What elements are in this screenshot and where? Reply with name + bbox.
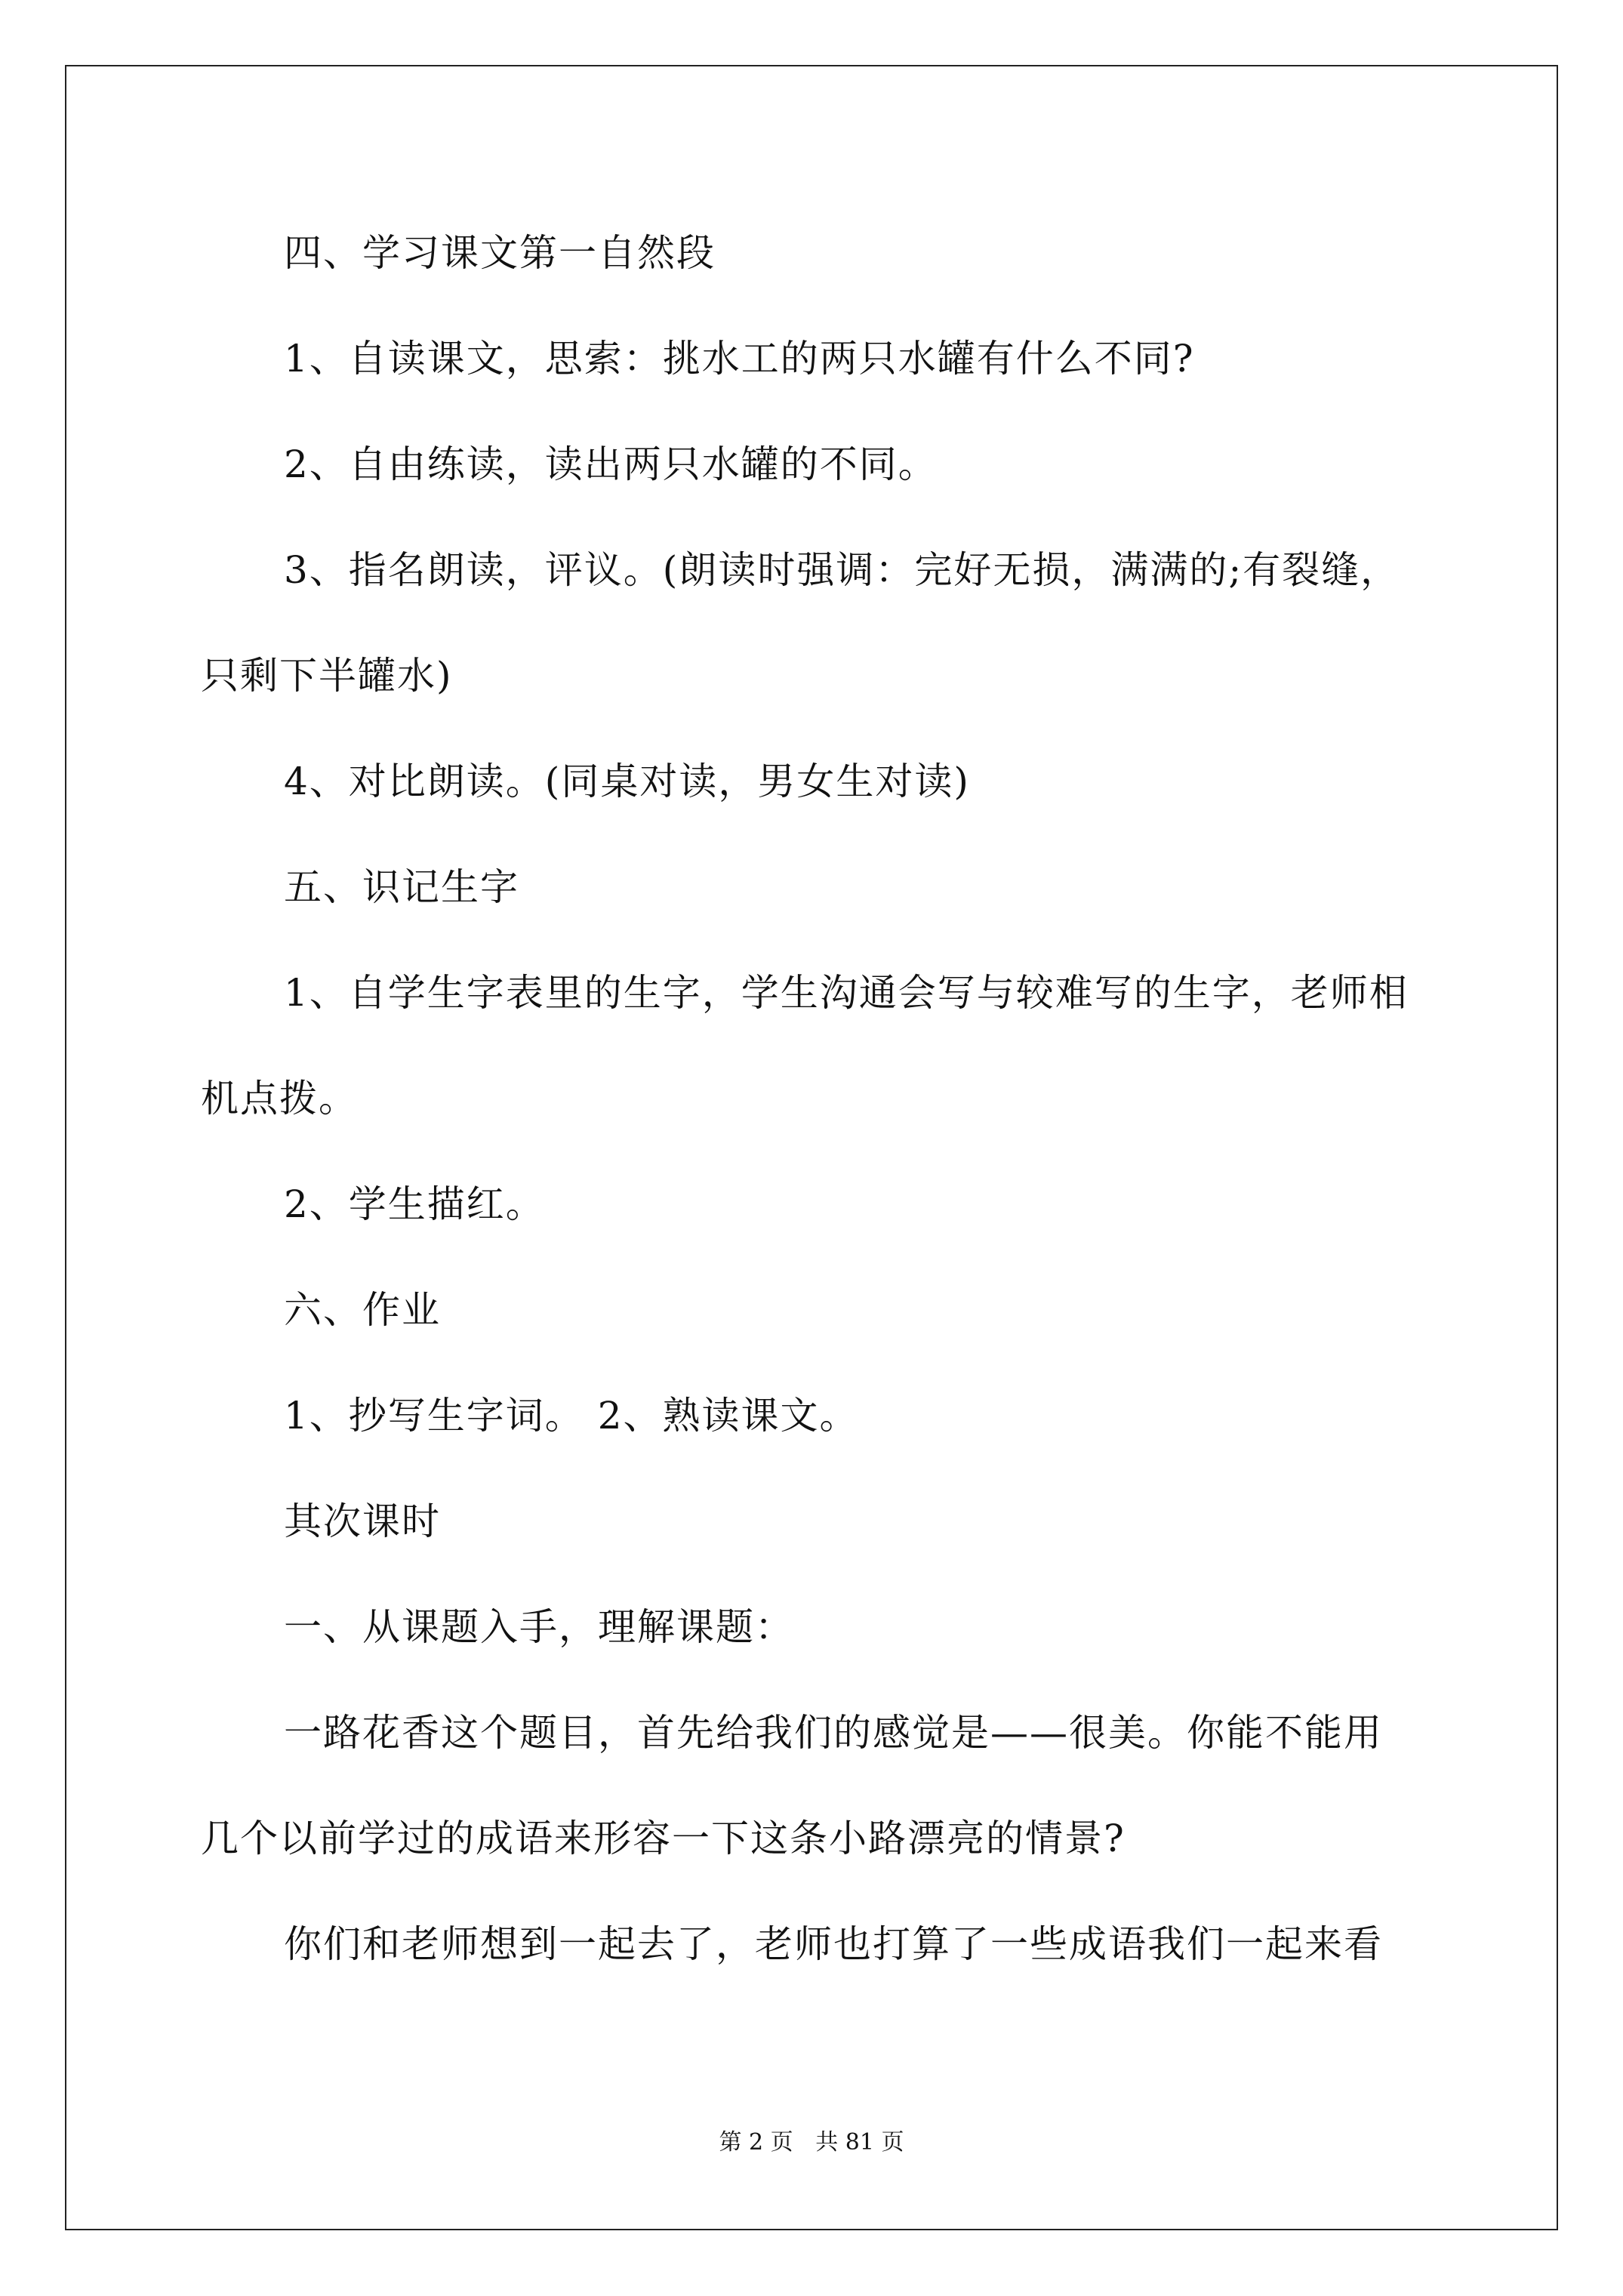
- section-heading-1: 一、从课题入手，理解课题：: [284, 1605, 794, 1649]
- paragraph-line: 只剩下半罐水): [201, 654, 453, 698]
- paragraph-line: 4、对比朗读。(同桌对读，男女生对读): [284, 760, 970, 803]
- paragraph-line: 机点拨。: [201, 1077, 358, 1120]
- paragraph-line: 2、自由练读，读出两只水罐的不同。: [284, 442, 938, 486]
- section-heading-6: 六、作业: [284, 1288, 441, 1332]
- paragraph-line: 一路花香这个题目，首先给我们的感觉是——很美。你能不能用: [284, 1711, 1383, 1755]
- page-number: 第 2 页: [719, 2129, 793, 2156]
- page-total: 共 81 页: [815, 2129, 904, 2156]
- section-heading-5: 五、识记生字: [284, 865, 519, 909]
- page-footer: [0, 2128, 1623, 2158]
- page-border: [65, 65, 1558, 2230]
- section-heading-4: 四、学习课文第一自然段: [284, 231, 716, 275]
- paragraph-line: 几个以前学过的成语来形容一下这条小路漂亮的情景?: [201, 1817, 1126, 1860]
- paragraph-line: 1、自读课文，思索：挑水工的两只水罐有什么不同?: [284, 337, 1195, 381]
- paragraph-line: 1、自学生字表里的生字，学生沟通会写与较难写的生字，老师相: [284, 971, 1409, 1015]
- paragraph-line: 3、指名朗读，评议。(朗读时强调：完好无损，满满的;有裂缝，: [284, 548, 1400, 592]
- paragraph-line: 2、学生描红。: [284, 1182, 545, 1226]
- lesson-heading: 其次课时: [284, 1499, 441, 1543]
- paragraph-line: 你们和老师想到一起去了，老师也打算了一些成语我们一起来看: [284, 1922, 1383, 1966]
- paragraph-line: 1、抄写生字词。 2、熟读课文。: [284, 1394, 859, 1438]
